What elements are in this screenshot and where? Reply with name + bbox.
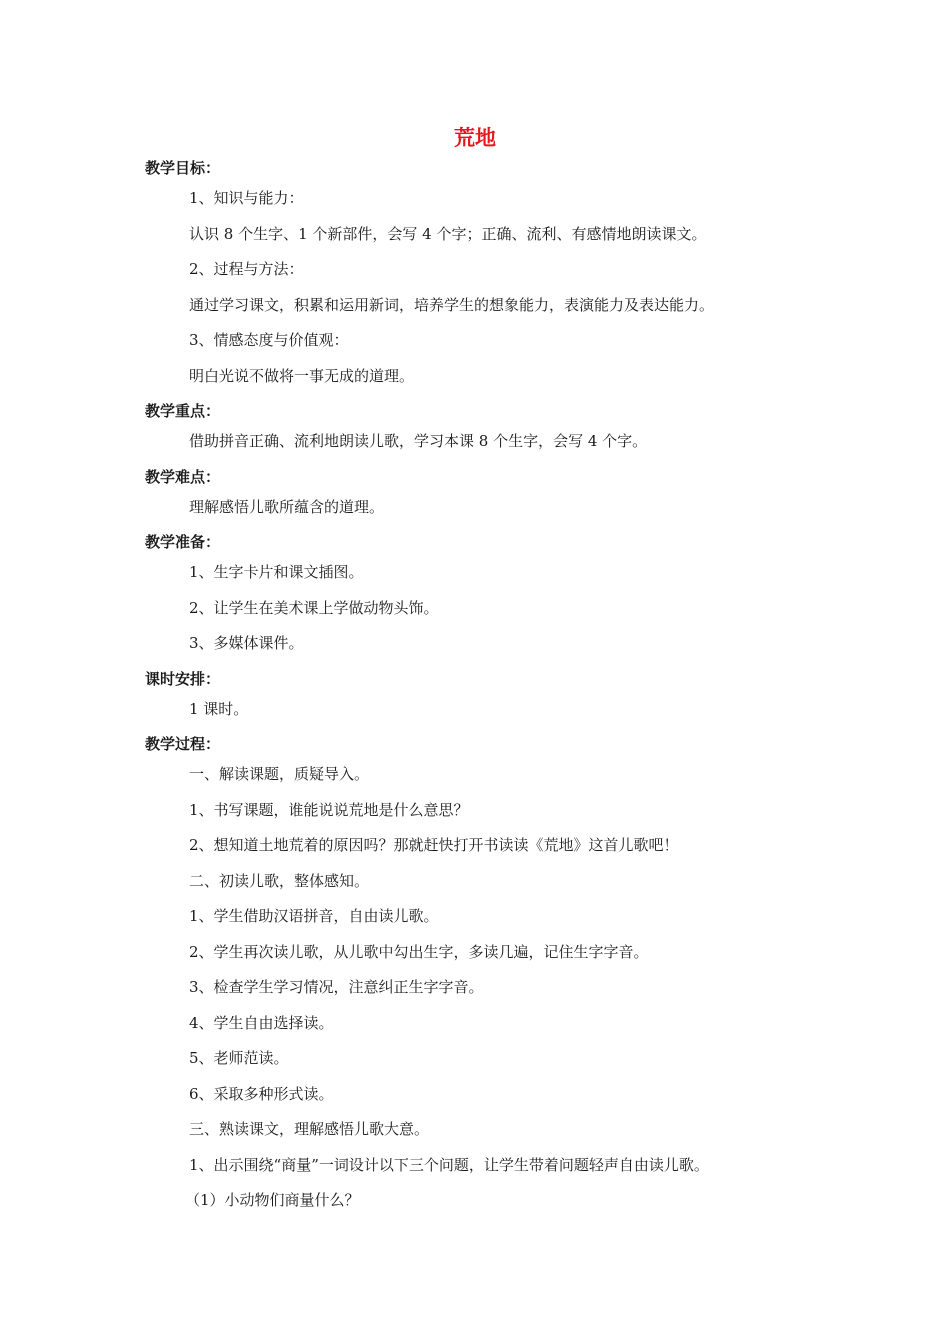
body-line: 3、多媒体课件。 — [189, 634, 304, 652]
body-line: 理解感悟儿歌所蕴含的道理。 — [189, 497, 385, 516]
body-line: 认识 8 个生字、1 个新部件，会写 4 个字；正确、流利、有感情地朗读课文。 — [189, 224, 707, 243]
body-line: （1）小动物们商量什么？ — [185, 1191, 360, 1209]
body-line: 5、老师范读。 — [189, 1049, 289, 1067]
body-line: 1 课时。 — [189, 699, 249, 718]
document-body — [145, 156, 825, 1224]
body-line: 2、想知道土地荒着的原因吗？那就赶快打开书读读《荒地》这首儿歌吧！ — [189, 836, 679, 854]
body-line: 三、熟读课文，理解感悟儿歌大意。 — [189, 1120, 430, 1138]
section-heading: 教学难点： — [145, 467, 221, 486]
body-line: 1、生字卡片和课文插图。 — [189, 563, 364, 581]
body-line: 2、学生再次读儿歌，从儿歌中勾出生字，多读几遍，记住生字字音。 — [189, 942, 649, 961]
body-line: 1、学生借助汉语拼音，自由读儿歌。 — [189, 907, 439, 925]
body-line: 1、书写课题，谁能说说荒地是什么意思？ — [189, 800, 469, 819]
body-line: 2、过程与方法： — [189, 260, 304, 278]
section-heading: 教学准备： — [145, 533, 221, 551]
body-line: 3、检查学生学习情况，注意纠正生字字音。 — [189, 978, 484, 996]
page-title: 荒地 — [454, 126, 496, 150]
body-line: 1、知识与能力： — [189, 189, 304, 207]
body-line: 通过学习课文，积累和运用新词，培养学生的想象能力，表演能力及表达能力。 — [189, 295, 715, 314]
body-line: 6、采取多种形式读。 — [189, 1084, 334, 1103]
section-heading: 教学重点： — [145, 402, 221, 420]
section-heading: 教学目标： — [145, 159, 221, 177]
body-line: 借助拼音正确、流利地朗读儿歌，学习本课 8 个生字，会写 4 个字。 — [189, 432, 648, 450]
body-line: 4、学生自由选择读。 — [189, 1013, 334, 1032]
body-line: 一、解读课题，质疑导入。 — [189, 765, 370, 783]
body-line: 3、情感态度与价值观： — [189, 331, 349, 349]
body-line: 二、初读儿歌，整体感知。 — [189, 871, 370, 890]
body-line: 明白光说不做将一事无成的道理。 — [189, 366, 415, 385]
section-heading: 教学过程： — [145, 735, 221, 753]
body-line: 1、出示围绕“商量”一词设计以下三个问题，让学生带着问题轻声自由读儿歌。 — [189, 1155, 709, 1174]
body-line: 2、让学生在美术课上学做动物头饰。 — [189, 598, 439, 617]
section-heading: 课时安排： — [145, 669, 221, 688]
